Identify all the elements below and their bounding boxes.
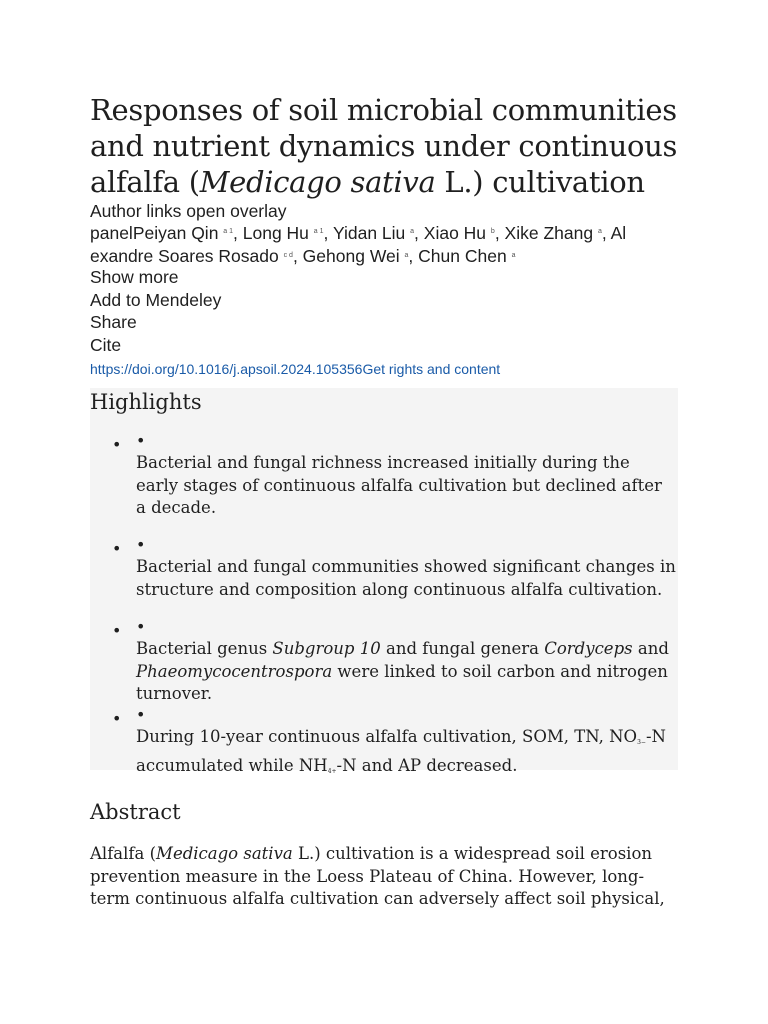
show-more-button[interactable]: Show more	[90, 267, 179, 287]
bullet-icon: •	[136, 617, 146, 636]
author-link[interactable]: , Xike Zhang	[494, 223, 594, 243]
bullet-icon: •	[112, 435, 122, 454]
doi-link[interactable]: https://doi.org/10.1016/j.apsoil.2024.105356	[90, 361, 363, 377]
author-link[interactable]: , Gehong Wei	[292, 246, 400, 267]
author-link[interactable]: , Al	[601, 223, 627, 243]
bullet-icon: •	[112, 539, 122, 558]
cite-button[interactable]: Cite	[90, 334, 122, 355]
author-list	[90, 200, 690, 269]
author-link[interactable]: , Yidan Liu	[323, 223, 406, 243]
share-button[interactable]: Share	[90, 312, 137, 332]
article-actions	[90, 266, 221, 356]
bullet-icon: •	[112, 621, 122, 640]
author-link[interactable]: exandre Soares Rosado	[90, 246, 279, 267]
author-link[interactable]: panelPeiyan Qin	[90, 223, 219, 243]
highlights-heading: Highlights	[90, 390, 202, 414]
abstract-text: Alfalfa (Medicago sativa L.) cultivation is a widespread soil erosion prevention measure in the Loess Plateau of China. However, long-term continuous alfalfa cultivation can adversely affect soil physical,	[90, 844, 665, 908]
bullet-icon: •	[136, 431, 146, 450]
highlight-text: During 10-year continuous alfalfa cultivation, SOM, TN, NO3−-N accumulated while NH4+-N and AP decreased.	[136, 727, 666, 775]
article-title: Responses of soil microbial communities and nutrient dynamics under continuous alfalfa (Medicago sativa L.) cultivation	[90, 93, 678, 199]
bullet-icon: •	[112, 709, 122, 728]
author-link[interactable]: , Chun Chen	[408, 246, 507, 267]
abstract-heading: Abstract	[90, 800, 181, 824]
highlight-text: Bacterial and fungal richness increased initially during the early stages of continuous alfalfa cultivation but declined after a decade.	[136, 453, 662, 517]
author-link[interactable]: , Xiao Hu	[414, 223, 487, 243]
author-line-3: exandre Soares Rosado c d, Gehong Wei a, Chun Chen a	[90, 246, 516, 267]
rights-link[interactable]: Get rights and content	[362, 361, 501, 377]
highlight-text: Bacterial and fungal communities showed significant changes in structure and composition along continuous alfalfa cultivation.	[136, 557, 676, 599]
doi-row	[90, 361, 500, 377]
author-overlay-link[interactable]: Author links open overlay	[90, 201, 287, 221]
author-link[interactable]: , Long Hu	[233, 223, 309, 243]
bullet-icon: •	[136, 535, 146, 554]
add-to-mendeley-button[interactable]: Add to Mendeley	[90, 289, 222, 310]
highlight-text: Bacterial genus Subgroup 10 and fungal genera Cordyceps and Phaeomycocentrospora were linked to soil carbon and nitrogen turnover.	[136, 639, 669, 703]
highlights-section	[90, 388, 678, 775]
bullet-icon: •	[136, 705, 146, 724]
author-line-2: panelPeiyan Qin a 1, Long Hu a 1, Yidan Liu a, Xiao Hu b, Xike Zhang a, Al	[90, 223, 627, 243]
